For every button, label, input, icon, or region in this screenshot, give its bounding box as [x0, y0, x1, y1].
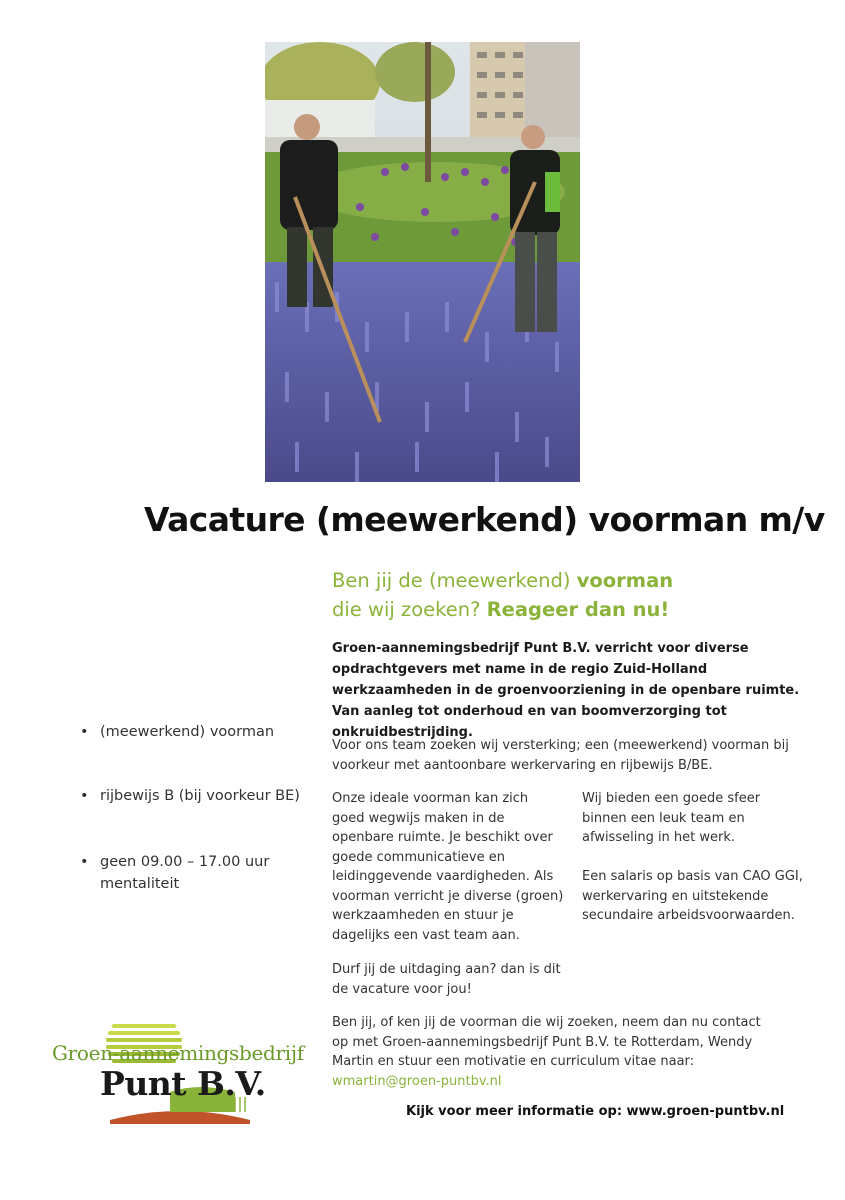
bullet-icon: • [80, 724, 89, 740]
logo-company-name: Groen-aannemingsbedrijf [52, 1041, 304, 1065]
ideal-foreman-paragraph: Onze ideale voorman kan zich goed wegwijs maken in de openbare ruimte. Je beschikt over goede communicatieve en leidinggevende vaardigheden. Als voorman verricht je diverse (groen) werkzaamheden en stuur je dagelijks een vast team aan. [332, 791, 564, 943]
tagline-line2-accent: Reageer dan nu! [486, 598, 670, 621]
salary-paragraph: Een salaris op basis van CAO GGI, werkervaring en uitstekende secundaire arbeidsvoorwaarden. [582, 869, 803, 923]
list-item-label: (meewerkend) voorman [100, 724, 275, 740]
tagline-line2-text: die wij zoeken? [332, 598, 487, 621]
tagline-line1 [332, 566, 812, 595]
offer-column [582, 789, 807, 926]
tagline-line1-text: Ben jij de (meewerkend) [332, 569, 577, 592]
challenge-paragraph: Durf jij de uitdaging aan? dan is dit de vacature voor jou! [332, 962, 561, 997]
team-paragraph: Voor ons team zoeken wij versterking; een (meewerkend) voorman bij voorkeur met aantoonbare werkervaring en rijbewijs B/BE. [332, 738, 789, 773]
logo-brand-name: Punt B.V. [100, 1064, 266, 1103]
website-info[interactable]: Kijk voor meer informatie op: www.groen-puntbv.nl [406, 1104, 785, 1119]
contact-text: Ben jij, of ken jij de voorman die wij zoeken, neem dan nu contact op met Groen-aannemingsbedrijf Punt B.V. te Rotterdam, Wendy Martin en stuur een motivatie en curriculum vitae naar: [332, 1015, 761, 1069]
company-intro: Groen-aannemingsbedrijf Punt B.V. verricht voor diverse opdrachtgevers met name in de regio Zuid-Holland werkzaamheden in de groenvoorziening in de openbare ruimte. Van aanleg tot onderhoud en van boomverzorging tot onkruidbestrijding. [332, 641, 800, 740]
bullet-icon: • [80, 788, 89, 804]
contact-paragraph [332, 1013, 772, 1091]
tagline [332, 566, 812, 624]
vacancy-photo [265, 42, 580, 482]
contact-email-link[interactable]: wmartin@groen-puntbv.nl [332, 1073, 502, 1089]
offer-paragraph: Wij bieden een goede sfeer binnen een leuk team en afwisseling in het werk. [582, 791, 761, 845]
bullet-icon: • [80, 854, 89, 870]
gardeners-photo-icon [265, 42, 580, 482]
tagline-line1-accent: voorman [576, 569, 674, 592]
list-item-label: geen 09.00 – 17.00 uur mentaliteit [100, 854, 270, 892]
page-title: Vacature (meewerkend) voorman m/v [144, 500, 825, 539]
tagline-line2 [332, 595, 812, 624]
list-item-label: rijbewijs B (bij voorkeur BE) [100, 788, 300, 804]
